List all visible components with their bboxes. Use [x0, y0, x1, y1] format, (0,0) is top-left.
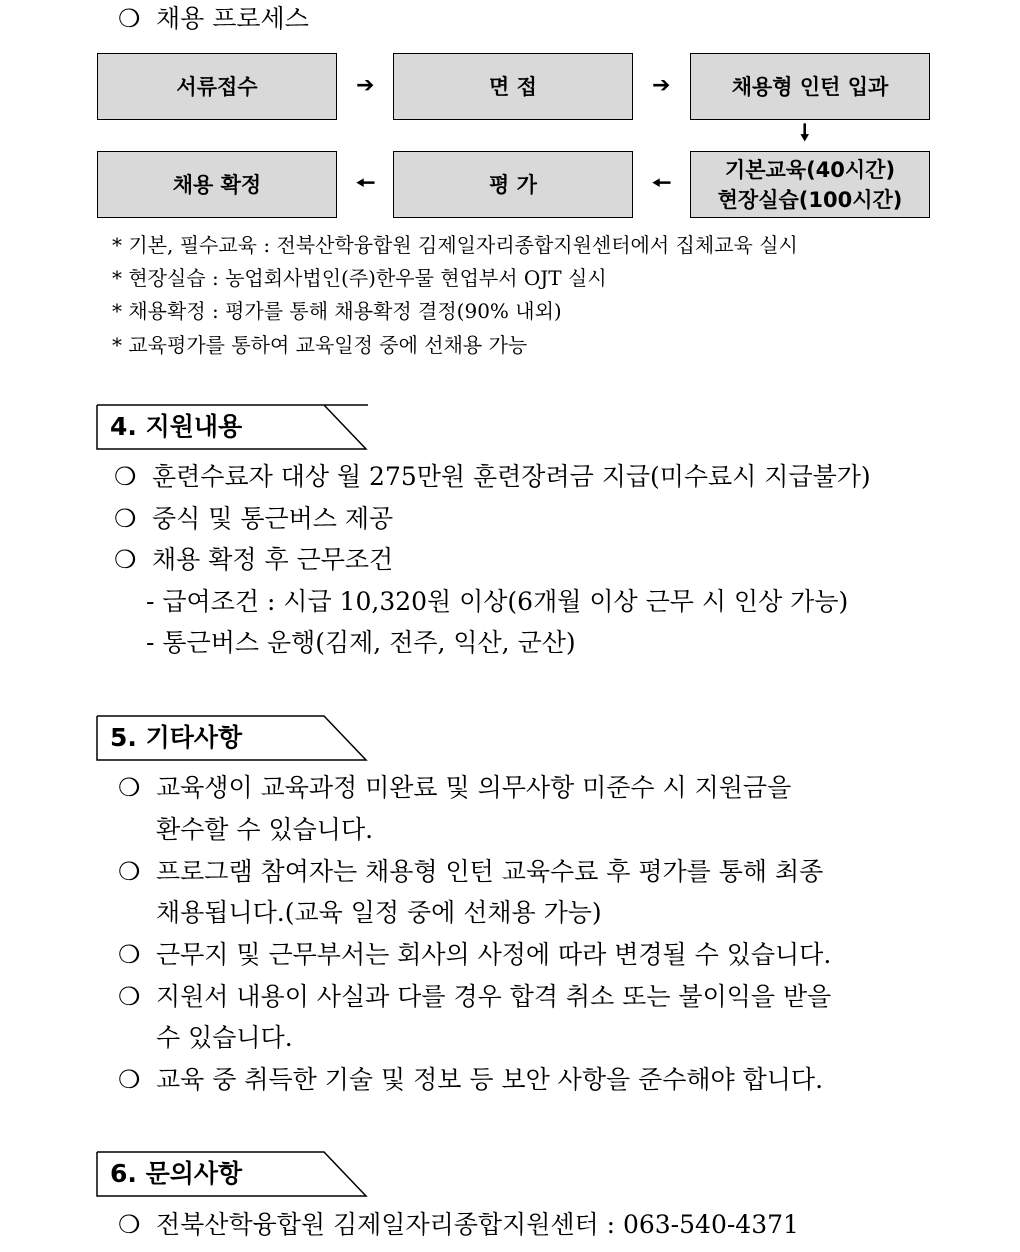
process-note: * 채용확정 : 평가를 통해 채용확정 결정(90% 내외) — [112, 299, 562, 323]
training-field: 현장실습(100시간) — [717, 187, 903, 212]
section-5-header — [96, 715, 368, 761]
list-item-continued: 환수할 수 있습니다. — [156, 815, 374, 844]
bullet-circle-icon: ❍ — [118, 1210, 141, 1239]
step-training — [690, 151, 930, 218]
bullet-circle-icon: ❍ — [118, 1065, 141, 1094]
bullet-circle-icon: ❍ — [118, 982, 141, 1011]
list-item: ❍ 지원서 내용이 사실과 다를 경우 합격 취소 또는 불이익을 받을 — [118, 980, 831, 1014]
arrow-left-icon: 🠔 — [356, 171, 376, 196]
process-note: * 현장실습 : 농업회사법인(주)한우물 현업부서 OJT 실시 — [112, 266, 607, 290]
bullet-circle-icon: ❍ — [118, 4, 141, 33]
bullet-circle-icon: ❍ — [114, 504, 137, 533]
section-4-header — [96, 404, 368, 450]
step-document-submission: 서류접수 — [97, 53, 337, 120]
step-intern-entry: 채용형 인턴 입과 — [690, 53, 930, 120]
section-6-title: 6. 문의사항 — [110, 1159, 243, 1188]
bullet-circle-icon: ❍ — [114, 545, 137, 574]
step-evaluation: 평 가 — [393, 151, 633, 218]
arrow-left-icon: 🠔 — [652, 171, 672, 196]
section-6-header — [96, 1151, 368, 1197]
sub-item: - 급여조건 : 시급 10,320원 이상(6개월 이상 근무 시 인상 가능) — [146, 587, 849, 616]
section-5-title: 5. 기타사항 — [110, 723, 243, 752]
arrow-right-icon: ➔ — [652, 73, 671, 98]
list-item: ❍ 교육생이 교육과정 미완료 및 의무사항 미준수 시 지원금을 — [118, 771, 791, 805]
contact-item: ❍ 전북산학융합원 김제일자리종합지원센터 : 063-540-4371 — [118, 1208, 799, 1242]
list-item: ❍ 훈련수료자 대상 월 275만원 훈련장려금 지급(미수료시 지급불가) — [114, 460, 871, 494]
training-basic: 기본교육(40시간) — [724, 157, 896, 182]
list-item-continued: 수 있습니다. — [156, 1023, 293, 1052]
list-item: ❍ 중식 및 통근버스 제공 — [114, 502, 393, 536]
bullet-circle-icon: ❍ — [118, 773, 141, 802]
bullet-circle-icon: ❍ — [118, 857, 141, 886]
list-item: ❍ 교육 중 취득한 기술 및 정보 등 보안 사항을 준수해야 합니다. — [118, 1063, 823, 1097]
sub-item: - 통근버스 운행(김제, 전주, 익산, 군산) — [146, 628, 576, 657]
bullet-circle-icon: ❍ — [114, 462, 137, 491]
step-hiring-confirmed: 채용 확정 — [97, 151, 337, 218]
process-heading: ❍ 채용 프로세스 — [118, 2, 309, 36]
list-item-continued: 채용됩니다.(교육 일정 중에 선채용 가능) — [156, 898, 602, 927]
list-item: ❍ 근무지 및 근무부서는 회사의 사정에 따라 변경될 수 있습니다. — [118, 938, 831, 972]
bullet-circle-icon: ❍ — [118, 940, 141, 969]
list-item: ❍ 프로그램 참여자는 채용형 인턴 교육수료 후 평가를 통해 최종 — [118, 855, 823, 889]
arrow-right-icon: ➔ — [356, 73, 375, 98]
list-item: ❍ 채용 확정 후 근무조건 — [114, 543, 393, 577]
process-note: * 교육평가를 통하여 교육일정 중에 선채용 가능 — [112, 333, 528, 357]
arrow-down-icon: 🠗 — [800, 121, 810, 146]
section-4-title: 4. 지원내용 — [110, 412, 243, 441]
process-note: * 기본, 필수교육 : 전북산학융합원 김제일자리종합지원센터에서 집체교육 실시 — [112, 233, 798, 257]
step-interview: 면 접 — [393, 53, 633, 120]
